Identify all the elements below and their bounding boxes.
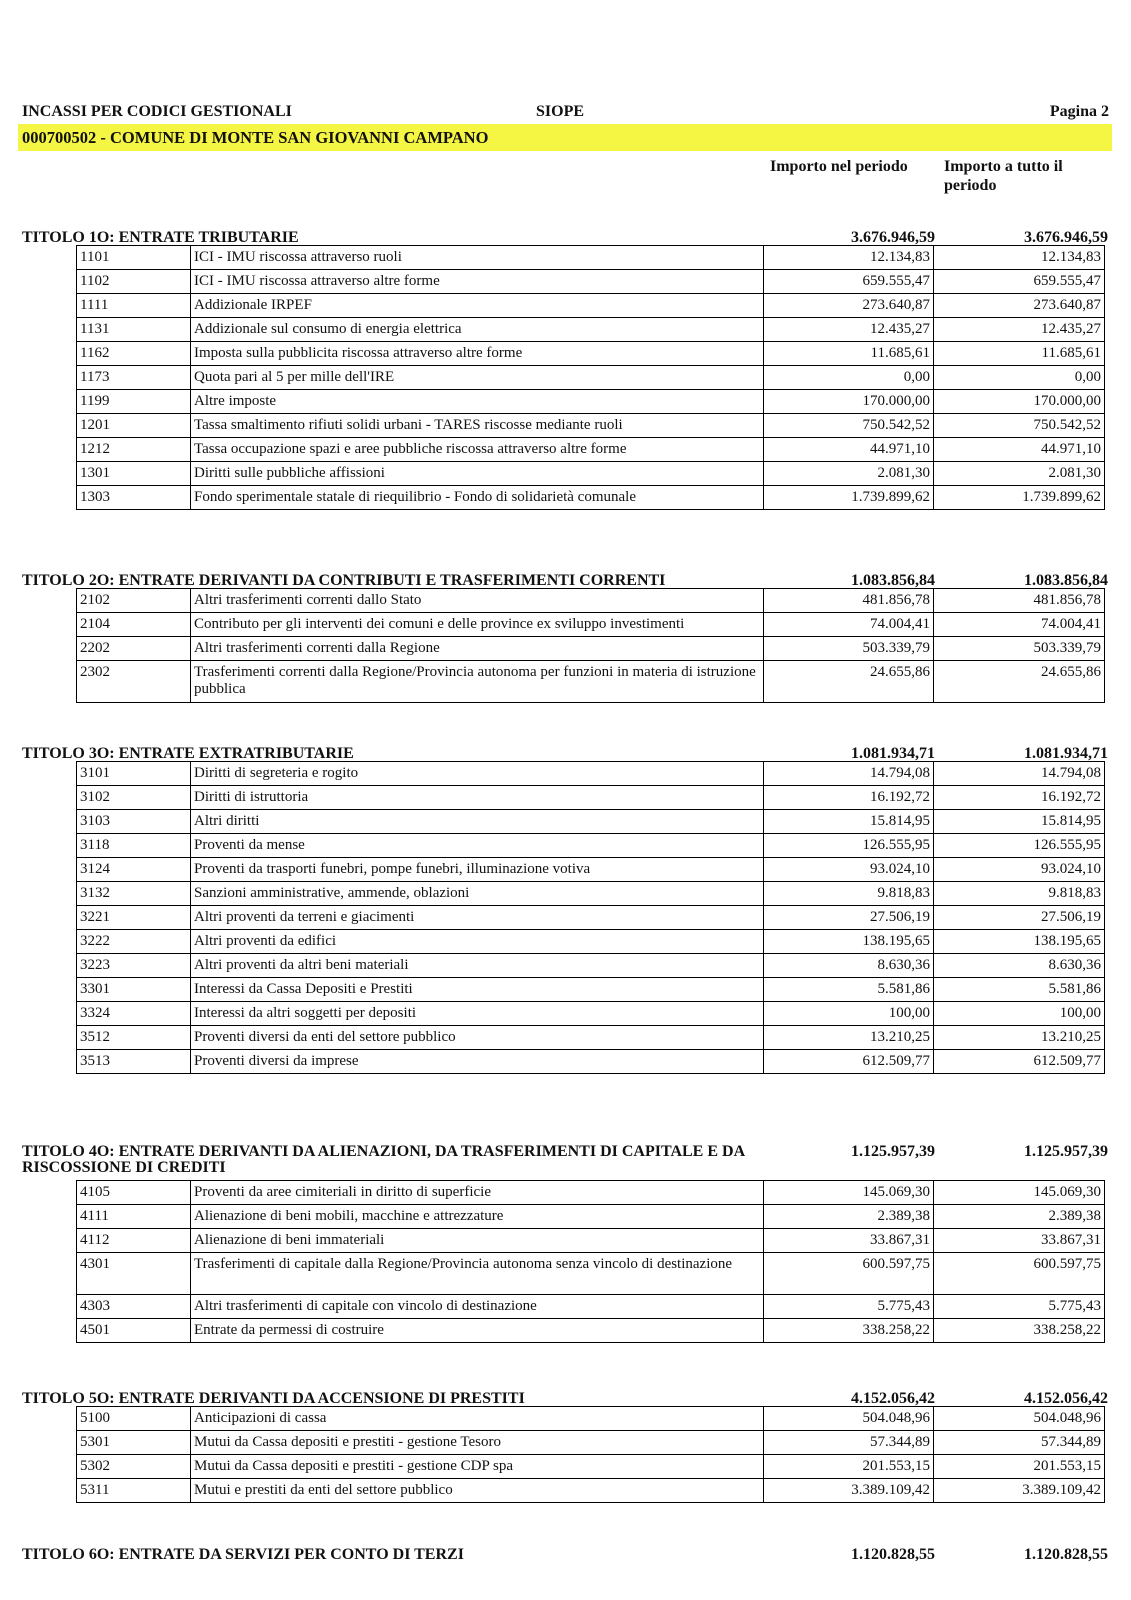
- page-number: Pagina 2: [1049, 103, 1109, 120]
- table-row: [77, 342, 1105, 366]
- row-code: 3512: [77, 1026, 191, 1050]
- entity-banner: 000700502 - COMUNE DI MONTE SAN GIOVANNI CAMPANO: [18, 124, 1112, 151]
- row-description: Quota pari al 5 per mille dell'IRE: [191, 366, 764, 390]
- section-total-all: 1.081.934,71: [1024, 745, 1108, 762]
- row-description: ICI - IMU riscossa attraverso ruoli: [191, 246, 764, 270]
- table-row: [77, 637, 1105, 661]
- section-table: [76, 245, 1105, 510]
- row-code: 4105: [77, 1181, 191, 1205]
- table-row: [77, 906, 1105, 930]
- row-amount-period: 503.339,79: [764, 637, 934, 661]
- row-description: Diritti di istruttoria: [191, 786, 764, 810]
- row-code: 4303: [77, 1295, 191, 1319]
- row-amount-period: 3.389.109,42: [764, 1479, 934, 1503]
- row-amount-total: 12.134,83: [934, 246, 1105, 270]
- table-row: [77, 1050, 1105, 1074]
- section-total-all: 1.125.957,39: [1024, 1143, 1108, 1160]
- row-code: 3101: [77, 762, 191, 786]
- row-amount-period: 15.814,95: [764, 810, 934, 834]
- row-amount-period: 600.597,75: [764, 1253, 934, 1295]
- row-amount-period: 8.630,36: [764, 954, 934, 978]
- section-title: TITOLO 2O: ENTRATE DERIVANTI DA CONTRIBUTI E TRASFERIMENTI CORRENTI: [22, 572, 666, 589]
- row-description: Alienazione di beni immateriali: [191, 1229, 764, 1253]
- row-amount-period: 100,00: [764, 1002, 934, 1026]
- section-total-period: 1.083.856,84: [851, 572, 935, 589]
- row-amount-period: 2.081,30: [764, 462, 934, 486]
- row-code: 2104: [77, 613, 191, 637]
- table-row: [77, 1295, 1105, 1319]
- row-code: 5301: [77, 1431, 191, 1455]
- section-total-period: 1.081.934,71: [851, 745, 935, 762]
- row-amount-total: 600.597,75: [934, 1253, 1105, 1295]
- row-description: Proventi diversi da imprese: [191, 1050, 764, 1074]
- row-code: 1162: [77, 342, 191, 366]
- row-amount-total: 0,00: [934, 366, 1105, 390]
- row-amount-period: 16.192,72: [764, 786, 934, 810]
- row-amount-total: 338.258,22: [934, 1319, 1105, 1343]
- row-amount-total: 750.542,52: [934, 414, 1105, 438]
- column-header-total: Importo a tutto il periodo: [944, 158, 1063, 194]
- row-description: Sanzioni amministrative, ammende, oblazioni: [191, 882, 764, 906]
- row-description: Trasferimenti di capitale dalla Regione/Provincia autonoma senza vincolo di destinazione: [191, 1253, 764, 1295]
- table-row: [77, 1026, 1105, 1050]
- row-code: 3223: [77, 954, 191, 978]
- row-amount-period: 5.775,43: [764, 1295, 934, 1319]
- table-row: [77, 954, 1105, 978]
- row-code: 3221: [77, 906, 191, 930]
- row-amount-period: 170.000,00: [764, 390, 934, 414]
- section-total-period: 3.676.946,59: [851, 229, 935, 246]
- table-row: [77, 414, 1105, 438]
- table-row: [77, 834, 1105, 858]
- table-row: [77, 390, 1105, 414]
- row-description: Proventi da trasporti funebri, pompe funebri, illuminazione votiva: [191, 858, 764, 882]
- section-title: TITOLO 1O: ENTRATE TRIBUTARIE: [22, 229, 299, 246]
- row-amount-total: 33.867,31: [934, 1229, 1105, 1253]
- row-amount-period: 1.739.899,62: [764, 486, 934, 510]
- row-amount-total: 5.581,86: [934, 978, 1105, 1002]
- row-amount-total: 44.971,10: [934, 438, 1105, 462]
- row-amount-total: 15.814,95: [934, 810, 1105, 834]
- section-table: [76, 588, 1105, 703]
- row-description: Interessi da Cassa Depositi e Prestiti: [191, 978, 764, 1002]
- section-total-all: 1.120.828,55: [1024, 1546, 1108, 1563]
- row-code: 1173: [77, 366, 191, 390]
- table-row: [77, 1253, 1105, 1295]
- section-title: TITOLO 6O: ENTRATE DA SERVIZI PER CONTO DI TERZI: [22, 1546, 464, 1563]
- table-row: [77, 810, 1105, 834]
- row-description: Diritti di segreteria e rogito: [191, 762, 764, 786]
- row-amount-period: 57.344,89: [764, 1431, 934, 1455]
- row-amount-total: 57.344,89: [934, 1431, 1105, 1455]
- row-code: 2202: [77, 637, 191, 661]
- row-description: Tassa occupazione spazi e aree pubbliche riscossa attraverso altre forme: [191, 438, 764, 462]
- row-code: 3132: [77, 882, 191, 906]
- row-amount-period: 0,00: [764, 366, 934, 390]
- row-amount-total: 3.389.109,42: [934, 1479, 1105, 1503]
- row-description: Fondo sperimentale statale di riequilibrio - Fondo di solidarietà comunale: [191, 486, 764, 510]
- table-row: [77, 462, 1105, 486]
- row-description: Alienazione di beni mobili, macchine e attrezzature: [191, 1205, 764, 1229]
- row-amount-total: 24.655,86: [934, 661, 1105, 703]
- table-row: [77, 882, 1105, 906]
- row-code: 1212: [77, 438, 191, 462]
- row-code: 3118: [77, 834, 191, 858]
- row-amount-period: 145.069,30: [764, 1181, 934, 1205]
- row-description: Mutui da Cassa depositi e prestiti - gestione CDP spa: [191, 1455, 764, 1479]
- row-description: Imposta sulla pubblicita riscossa attraverso altre forme: [191, 342, 764, 366]
- row-code: 1102: [77, 270, 191, 294]
- table-row: [77, 661, 1105, 703]
- row-amount-total: 93.024,10: [934, 858, 1105, 882]
- row-description: Anticipazioni di cassa: [191, 1407, 764, 1431]
- row-code: 3103: [77, 810, 191, 834]
- section-total-period: 1.125.957,39: [851, 1143, 935, 1160]
- row-amount-period: 93.024,10: [764, 858, 934, 882]
- table-row: [77, 930, 1105, 954]
- report-system: SIOPE: [536, 103, 585, 120]
- section-total-all: 1.083.856,84: [1024, 572, 1108, 589]
- row-amount-period: 5.581,86: [764, 978, 934, 1002]
- row-code: 3301: [77, 978, 191, 1002]
- row-amount-total: 9.818,83: [934, 882, 1105, 906]
- section-title: TITOLO 4O: ENTRATE DERIVANTI DA ALIENAZIONI, DA TRASFERIMENTI DI CAPITALE E DA RISCOSSIONE DI CREDITI: [22, 1143, 745, 1176]
- row-code: 1301: [77, 462, 191, 486]
- row-amount-period: 11.685,61: [764, 342, 934, 366]
- row-amount-period: 659.555,47: [764, 270, 934, 294]
- row-amount-total: 8.630,36: [934, 954, 1105, 978]
- row-amount-total: 170.000,00: [934, 390, 1105, 414]
- section-total-period: 1.120.828,55: [851, 1546, 935, 1563]
- row-description: Altri proventi da altri beni materiali: [191, 954, 764, 978]
- table-row: [77, 613, 1105, 637]
- row-amount-total: 100,00: [934, 1002, 1105, 1026]
- section-total-period: 4.152.056,42: [851, 1390, 935, 1407]
- row-amount-total: 11.685,61: [934, 342, 1105, 366]
- row-code: 1101: [77, 246, 191, 270]
- row-amount-total: 145.069,30: [934, 1181, 1105, 1205]
- table-row: [77, 589, 1105, 613]
- row-description: Interessi da altri soggetti per depositi: [191, 1002, 764, 1026]
- row-amount-period: 201.553,15: [764, 1455, 934, 1479]
- row-code: 1199: [77, 390, 191, 414]
- table-row: [77, 1319, 1105, 1343]
- row-amount-total: 12.435,27: [934, 318, 1105, 342]
- row-description: Trasferimenti correnti dalla Regione/Provincia autonoma per funzioni in materia di istruzione pubblica: [191, 661, 764, 703]
- row-amount-total: 16.192,72: [934, 786, 1105, 810]
- row-description: Addizionale sul consumo di energia elettrica: [191, 318, 764, 342]
- table-row: [77, 1407, 1105, 1431]
- row-description: Diritti sulle pubbliche affissioni: [191, 462, 764, 486]
- row-code: 4301: [77, 1253, 191, 1295]
- row-code: 5302: [77, 1455, 191, 1479]
- table-row: [77, 978, 1105, 1002]
- row-code: 3102: [77, 786, 191, 810]
- row-amount-total: 504.048,96: [934, 1407, 1105, 1431]
- row-code: 1131: [77, 318, 191, 342]
- row-code: 1111: [77, 294, 191, 318]
- row-description: Proventi diversi da enti del settore pubblico: [191, 1026, 764, 1050]
- row-code: 5100: [77, 1407, 191, 1431]
- section-total-all: 4.152.056,42: [1024, 1390, 1108, 1407]
- row-amount-period: 273.640,87: [764, 294, 934, 318]
- row-amount-period: 44.971,10: [764, 438, 934, 462]
- section-total-all: 3.676.946,59: [1024, 229, 1108, 246]
- row-amount-total: 138.195,65: [934, 930, 1105, 954]
- table-row: [77, 1205, 1105, 1229]
- row-code: 4501: [77, 1319, 191, 1343]
- row-code: 4111: [77, 1205, 191, 1229]
- row-amount-period: 9.818,83: [764, 882, 934, 906]
- row-description: Altri trasferimenti correnti dalla Regione: [191, 637, 764, 661]
- section-title: TITOLO 3O: ENTRATE EXTRATRIBUTARIE: [22, 745, 354, 762]
- row-amount-total: 27.506,19: [934, 906, 1105, 930]
- row-amount-period: 2.389,38: [764, 1205, 934, 1229]
- row-description: Mutui e prestiti da enti del settore pubblico: [191, 1479, 764, 1503]
- table-row: [77, 858, 1105, 882]
- row-amount-period: 138.195,65: [764, 930, 934, 954]
- row-amount-total: 5.775,43: [934, 1295, 1105, 1319]
- row-description: Proventi da aree cimiteriali in diritto di superficie: [191, 1181, 764, 1205]
- row-amount-period: 338.258,22: [764, 1319, 934, 1343]
- row-amount-total: 481.856,78: [934, 589, 1105, 613]
- row-description: Altri proventi da edifici: [191, 930, 764, 954]
- row-amount-total: 14.794,08: [934, 762, 1105, 786]
- row-code: 2302: [77, 661, 191, 703]
- section-table: [76, 1180, 1105, 1343]
- row-description: Altre imposte: [191, 390, 764, 414]
- row-description: Proventi da mense: [191, 834, 764, 858]
- row-amount-total: 659.555,47: [934, 270, 1105, 294]
- row-amount-period: 612.509,77: [764, 1050, 934, 1074]
- section-title: TITOLO 5O: ENTRATE DERIVANTI DA ACCENSIONE DI PRESTITI: [22, 1390, 525, 1407]
- row-amount-period: 12.435,27: [764, 318, 934, 342]
- row-amount-total: 126.555,95: [934, 834, 1105, 858]
- row-amount-total: 2.389,38: [934, 1205, 1105, 1229]
- table-row: [77, 1479, 1105, 1503]
- table-row: [77, 786, 1105, 810]
- row-description: Addizionale IRPEF: [191, 294, 764, 318]
- row-code: 5311: [77, 1479, 191, 1503]
- row-amount-period: 12.134,83: [764, 246, 934, 270]
- row-amount-period: 33.867,31: [764, 1229, 934, 1253]
- row-description: Contributo per gli interventi dei comuni e delle province ex sviluppo investimenti: [191, 613, 764, 637]
- table-row: [77, 246, 1105, 270]
- table-row: [77, 1431, 1105, 1455]
- row-code: 4112: [77, 1229, 191, 1253]
- table-row: [77, 1455, 1105, 1479]
- row-code: 3222: [77, 930, 191, 954]
- row-code: 2102: [77, 589, 191, 613]
- row-amount-period: 481.856,78: [764, 589, 934, 613]
- column-header-period: Importo nel periodo: [770, 158, 908, 175]
- table-row: [77, 270, 1105, 294]
- row-amount-period: 750.542,52: [764, 414, 934, 438]
- row-code: 1303: [77, 486, 191, 510]
- table-row: [77, 762, 1105, 786]
- table-row: [77, 1002, 1105, 1026]
- row-amount-period: 24.655,86: [764, 661, 934, 703]
- table-row: [77, 486, 1105, 510]
- row-code: 3513: [77, 1050, 191, 1074]
- row-amount-period: 126.555,95: [764, 834, 934, 858]
- row-code: 3324: [77, 1002, 191, 1026]
- row-description: Altri trasferimenti correnti dallo Stato: [191, 589, 764, 613]
- row-description: Entrate da permessi di costruire: [191, 1319, 764, 1343]
- row-description: ICI - IMU riscossa attraverso altre forme: [191, 270, 764, 294]
- row-amount-total: 273.640,87: [934, 294, 1105, 318]
- section-table: [76, 761, 1105, 1074]
- row-code: 1201: [77, 414, 191, 438]
- row-description: Tassa smaltimento rifiuti solidi urbani - TARES riscosse mediante ruoli: [191, 414, 764, 438]
- row-amount-total: 201.553,15: [934, 1455, 1105, 1479]
- table-row: [77, 294, 1105, 318]
- row-amount-period: 14.794,08: [764, 762, 934, 786]
- row-amount-total: 74.004,41: [934, 613, 1105, 637]
- row-amount-period: 13.210,25: [764, 1026, 934, 1050]
- row-amount-total: 2.081,30: [934, 462, 1105, 486]
- table-row: [77, 438, 1105, 462]
- row-code: 3124: [77, 858, 191, 882]
- row-amount-total: 612.509,77: [934, 1050, 1105, 1074]
- row-amount-period: 27.506,19: [764, 906, 934, 930]
- row-description: Altri diritti: [191, 810, 764, 834]
- row-amount-total: 503.339,79: [934, 637, 1105, 661]
- table-row: [77, 1229, 1105, 1253]
- table-row: [77, 1181, 1105, 1205]
- row-amount-total: 13.210,25: [934, 1026, 1105, 1050]
- row-description: Altri trasferimenti di capitale con vincolo di destinazione: [191, 1295, 764, 1319]
- row-amount-period: 504.048,96: [764, 1407, 934, 1431]
- row-description: Mutui da Cassa depositi e prestiti - gestione Tesoro: [191, 1431, 764, 1455]
- section-table: [76, 1406, 1105, 1503]
- row-amount-total: 1.739.899,62: [934, 486, 1105, 510]
- row-description: Altri proventi da terreni e giacimenti: [191, 906, 764, 930]
- table-row: [77, 366, 1105, 390]
- row-amount-period: 74.004,41: [764, 613, 934, 637]
- report-title: INCASSI PER CODICI GESTIONALI: [22, 103, 292, 120]
- table-row: [77, 318, 1105, 342]
